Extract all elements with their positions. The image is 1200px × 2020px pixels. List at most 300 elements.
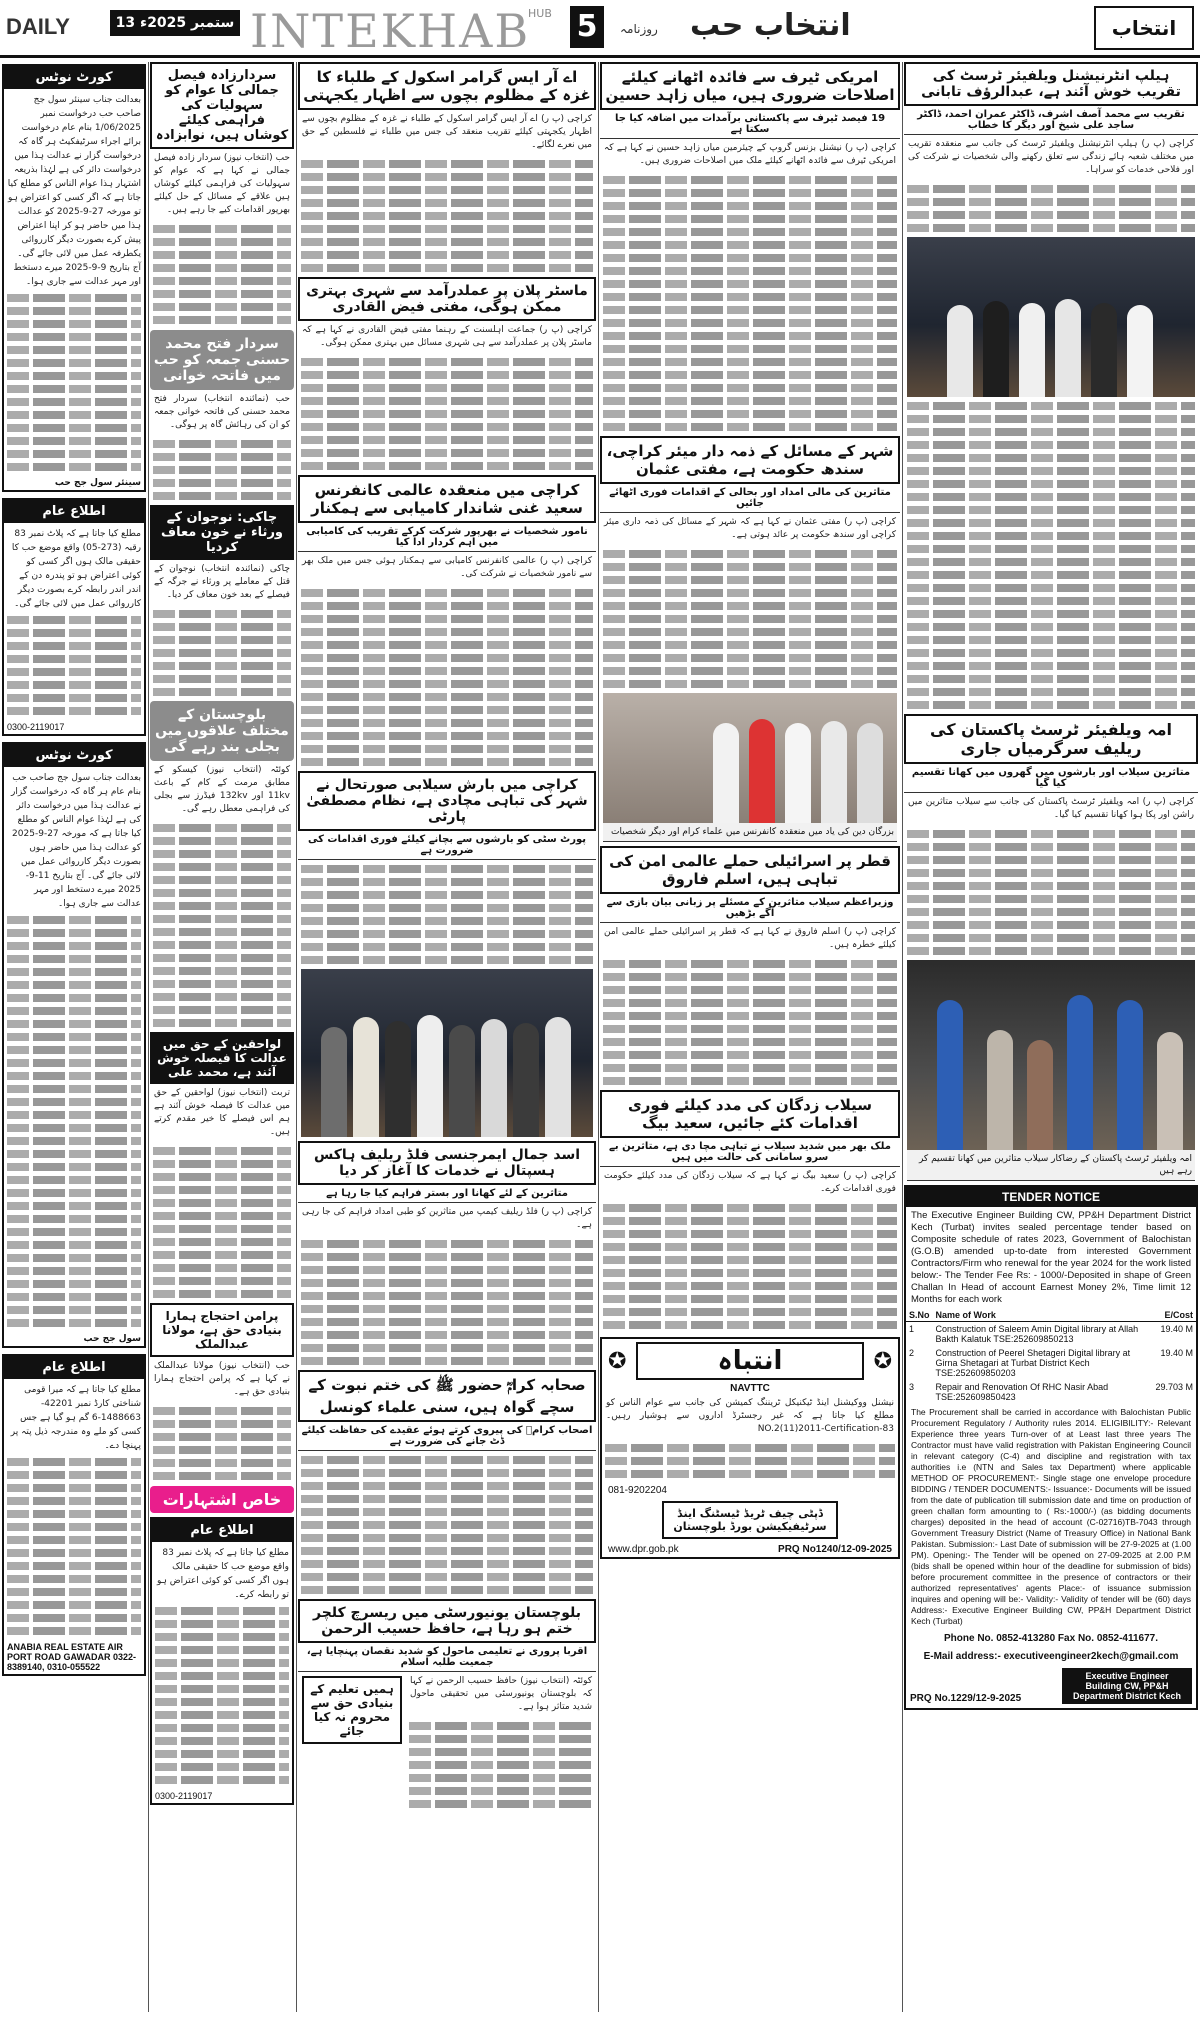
text-lines [301, 1253, 593, 1261]
text-lines [603, 293, 897, 301]
text-lines [301, 1508, 593, 1516]
text-lines [603, 550, 897, 558]
text-lines [301, 1318, 593, 1326]
text-lines [153, 915, 291, 923]
text-lines [153, 902, 291, 910]
headline: بلوچستان کے مختلف علاقوں میں بجلی بند رہے گی [150, 701, 294, 761]
text-lines [7, 1549, 141, 1557]
brand-prefix-urdu: روزنامہ [620, 22, 658, 36]
text-lines [603, 410, 897, 418]
text-lines [153, 967, 291, 975]
text-lines [301, 719, 593, 727]
text-lines [603, 254, 897, 262]
work-number: 3 [909, 1382, 915, 1392]
article-body: کوئٹہ (انتخاب نیوز) کیسکو کے مطابق مرمت کے کام کے باعث 11kv اور 132kv فیڈرز سے بجلی کی فراہمی معطل رہے گی۔ [154, 765, 290, 814]
text-lines [907, 480, 1195, 488]
headline: صحابہ کرامؓ حضور ﷺ کی ختم نبوت کے سچے گواہ ہیں، سنی علماء کونسل [298, 1370, 596, 1422]
text-lines [301, 930, 593, 938]
text-lines [603, 1025, 897, 1033]
text-lines [7, 294, 141, 302]
text-lines [155, 1698, 289, 1706]
text-lines [301, 917, 593, 925]
text-lines [409, 1774, 593, 1782]
text-lines [301, 410, 593, 418]
text-lines [7, 372, 141, 380]
headline: بلوچستان یونیورسٹی میں ریسرچ کلچر ختم ہو رہا ہے، حافظ حسیب الرحمن [298, 1599, 596, 1643]
notice-heading: اطلاع عام [4, 500, 144, 523]
text-lines [7, 437, 141, 445]
article-body: حب (نمائندہ انتخاب) سردار فتح محمد حسنی کی فاتحہ خوانی جمعہ کو ان کی رہائش گاہ پر ہوگی۔ [154, 394, 290, 430]
text-lines [603, 589, 897, 597]
work-name: Construction of Peerel Shetageri Digital library at Girna Shetagari at Turbat District Kech TSE:252609850203 [935, 1348, 1131, 1378]
article-body: کوئٹہ (انتخاب نیوز) حافظ حسیب الرحمن نے کہا کہ بلوچستان یونیورسٹی میں تحقیقی ماحول شدید متاثر ہوا ہے۔ [410, 1676, 592, 1712]
photo-caption: امہ ویلفیئر ٹرسٹ پاکستان کے رضاکار سیلاب متاثرین میں کھانا تقسیم کر رہے ہیں [907, 1150, 1195, 1181]
tender-table-header [906, 1309, 1196, 1322]
notice-text: بعدالت جناب سینئر سول جج صاحب حب درخواست نمبر 1/06/2025 بنام عام درخواست برائے اجراء سرٹیفکیٹ ہر گاہ کہ درخواست گزار نے عدالت ہذا میں درخواست دائر کی ہے لہٰذا بذریعہ اشتہار ہذا عوام الناس کو مطلع کیا جاتا ہے کہ اگر کسی کو اعتراض ہو تو مورخہ 27-9-2025 کو عدالت ہذا میں حاضر ہو کر اپنا اعتراض پیش کرے بصورت دیگر کارروائی یکطرفہ عمل میں لائی جائے گی۔ آج بتاریخ 9-9-2025 میرے دستخط اور مہر عدالت سے جاری ہوا۔ [7, 95, 141, 287]
text-lines [155, 1763, 289, 1771]
headline: پرامن احتجاج ہمارا بنیادی حق ہے، مولانا عبدالملک [150, 1303, 294, 1357]
text-lines [7, 1601, 141, 1609]
text-lines [907, 701, 1195, 709]
text-lines [301, 615, 593, 623]
text-lines [153, 1006, 291, 1014]
daily-label: DAILY [6, 14, 70, 39]
text-lines [605, 1444, 895, 1452]
text-lines [603, 628, 897, 636]
text-lines [7, 1536, 141, 1544]
notice-heading: کورٹ نوٹس [4, 744, 144, 767]
text-lines [301, 449, 593, 457]
text-lines [301, 1305, 593, 1313]
brand-name-english: INTEKHAB [250, 4, 531, 58]
child-figure [1157, 1032, 1183, 1150]
text-lines [7, 385, 141, 393]
tender-phone: Phone No. 0852-413280 Fax No. 0852-411677. [943, 1633, 1158, 1644]
text-lines [153, 1459, 291, 1467]
news-column-right-center [600, 62, 900, 2012]
text-lines [907, 415, 1195, 423]
text-lines [301, 1469, 593, 1477]
text-lines [153, 1472, 291, 1480]
text-lines [603, 345, 897, 353]
subheadline: اقربا پروری نے تعلیمی ماحول کو شدید نقصان پہنچایا ہے، جمعیت طلبہ اسلام [298, 1643, 596, 1672]
text-lines [153, 440, 291, 448]
text-lines [153, 251, 291, 259]
notices-column [2, 62, 146, 2012]
text-lines [7, 707, 141, 715]
ad-website[interactable]: www.dpr.gob.pk [608, 1544, 679, 1555]
text-lines [7, 1241, 141, 1249]
text-lines [7, 629, 141, 637]
subheadline: متاثرین کی مالی امداد اور بحالی کے اقدامات فوری اٹھائے جائیں [600, 484, 900, 513]
text-lines [7, 1627, 141, 1635]
text-lines [603, 986, 897, 994]
text-lines [7, 398, 141, 406]
brand-name-urdu: انتخاب حب [690, 8, 851, 43]
text-lines [603, 189, 897, 197]
work-cost: 19.40 M [1160, 1324, 1193, 1334]
person-figure [449, 1025, 475, 1137]
text-lines [907, 895, 1195, 903]
notice-signature: سینئر سول جج حب [54, 478, 141, 488]
text-lines [153, 928, 291, 936]
text-lines [153, 1264, 291, 1272]
article-body: کراچی (پ ر) ہیلپ انٹرنیشنل ویلفیئر ٹرسٹ کی جانب سے منعقدہ تقریب میں مختلف شعبہ ہائے زندگی سے تعلق رکھنے والی شخصیات نے شرکت کی اور فلاحی خدمات کو سراہا۔ [908, 139, 1194, 175]
headline: امہ ویلفیئر ٹرسٹ پاکستان کی ریلیف سرگرمیاں جاری [904, 714, 1198, 764]
text-lines [605, 1457, 895, 1465]
text-lines [155, 1672, 289, 1680]
text-lines [603, 999, 897, 1007]
text-lines [155, 1776, 289, 1784]
tender-intro: The Executive Engineer Building CW, PP&H Department District Kech (Turbat) invites sealed percentage tender based on Composite schedule of rates 2023, Government of Balochistan (G.O.B) amended up-to-date from interested Government Contractors/Firm who renewal for the year 2024 for the work listed below:- The Tender Fee Rs: - 1000/-Deposited in shape of Green Challan In Head of account Earnest Money 2%, Time limit 12 Months for each work [911, 1210, 1191, 1305]
notice-heading: اطلاع عام [152, 1519, 292, 1542]
text-lines [7, 1267, 141, 1275]
text-lines [7, 968, 141, 976]
text-lines [153, 1446, 291, 1454]
text-lines [153, 623, 291, 631]
text-lines [153, 980, 291, 988]
text-lines [153, 1433, 291, 1441]
emblem-icon: ✪ [608, 1348, 627, 1374]
article-body: کراچی (پ ر) جماعت اہلسنت کے رہنما مفتی فیض القادری نے کہا ہے کہ ماسٹر پلان پر عملدرآمد سے ہی شہری مسائل میں بہتری ممکن ہوگی۔ [302, 325, 592, 348]
text-lines [153, 225, 291, 233]
text-lines [603, 680, 897, 688]
text-lines [907, 623, 1195, 631]
notice-contact: 0300-2119017 [155, 1791, 213, 1801]
text-lines [603, 641, 897, 649]
text-lines [603, 384, 897, 392]
tender-title: TENDER NOTICE [906, 1187, 1196, 1207]
text-lines [153, 675, 291, 683]
notice-text: مطلع کیا جاتا ہے کہ پلاٹ نمبر 83 رقبہ (273-05) واقع موضع حب کا حقیقی مالک ہوں اگر کسی کو کوئی اعتراض ہو تو پندرہ دن کے اندر اندر رابطہ کرے بصورت دیگر کارروائی عمل میں لائی جائے گی۔ [11, 529, 141, 609]
text-lines [907, 584, 1195, 592]
text-lines [907, 597, 1195, 605]
text-lines [603, 267, 897, 275]
person-figure [1055, 299, 1081, 397]
text-lines [301, 943, 593, 951]
news-column-center [298, 62, 596, 2012]
text-lines [301, 436, 593, 444]
tender-email[interactable]: E-Mail address:- executiveengineer2kech@gmail.com [923, 1651, 1179, 1662]
ad-prq-number: PRQ No1240/12-09-2025 [778, 1544, 892, 1555]
person-figure [481, 1019, 507, 1137]
tender-notice [904, 1185, 1198, 1710]
text-lines [301, 397, 593, 405]
work-number: 2 [909, 1348, 915, 1358]
text-lines [301, 641, 593, 649]
brand-hub: HUB [528, 7, 552, 20]
work-cost: 29.703 M [1155, 1382, 1193, 1392]
text-lines [907, 882, 1195, 890]
text-lines [603, 563, 897, 571]
work-name: Repair and Renovation Of RHC Nasir Abad TSE:252609850423 [935, 1382, 1109, 1402]
text-lines [907, 921, 1195, 929]
photo-caption: بزرگان دین کی یاد میں منعقدہ کانفرنس میں علماء کرام اور دیگر شخصیات [603, 823, 897, 842]
text-lines [603, 1243, 897, 1251]
text-lines [7, 463, 141, 471]
text-lines [301, 1534, 593, 1542]
article-body: چاکی (نمائندہ انتخاب) نوجوان کے قتل کے معاملے پر ورثاء نے جرگہ کے فیصلے کے بعد خون معاف کر دیا۔ [154, 564, 290, 600]
text-lines [7, 1072, 141, 1080]
text-lines [7, 1124, 141, 1132]
subheadline: متاثرین کے لئے کھانا اور بستر فراہم کیا جا رہا ہے [298, 1185, 596, 1203]
text-lines [907, 532, 1195, 540]
pull-quote-box: ہمیں تعلیم کے بنیادی حق سے محروم نہ کیا جائے [302, 1676, 402, 1744]
conference-photo [603, 693, 897, 823]
text-lines [7, 694, 141, 702]
text-lines [907, 558, 1195, 566]
person-figure [417, 1015, 443, 1137]
text-lines [153, 850, 291, 858]
person-figure [857, 723, 883, 823]
text-lines [301, 1279, 593, 1287]
text-lines [301, 1586, 593, 1594]
text-lines [7, 1588, 141, 1596]
text-lines [153, 1251, 291, 1259]
person-figure [1091, 303, 1117, 397]
table-row [906, 1380, 1196, 1404]
text-lines [7, 668, 141, 676]
text-lines [7, 1228, 141, 1236]
text-lines [153, 277, 291, 285]
text-lines [409, 1748, 593, 1756]
person-figure [947, 305, 973, 397]
notice-signature: سول جج حب [83, 1334, 141, 1344]
text-lines [153, 688, 291, 696]
text-lines [603, 358, 897, 366]
tender-signature: Executive Engineer Building CW, PP&H Department District Kech [1062, 1668, 1192, 1704]
column-header: E/Cost [1152, 1309, 1196, 1322]
column-divider [148, 62, 149, 2012]
column-divider [296, 62, 297, 2012]
text-lines [907, 636, 1195, 644]
text-lines [7, 942, 141, 950]
text-lines [155, 1711, 289, 1719]
text-lines [7, 1163, 141, 1171]
text-lines [907, 908, 1195, 916]
article-body: کراچی (پ ر) مفتی عثمان نے کہا ہے کہ شہر کے مسائل کی ذمہ داری میئر کراچی اور سندھ حکومت پر عائد ہوتی ہے۔ [604, 517, 896, 540]
text-lines [907, 441, 1195, 449]
subheadline: تقریب سے محمد آصف اشرف، ڈاکٹر عمران احمد، ڈاکٹر ساجد علی شیخ اور دیگر کا خطاب [904, 106, 1198, 135]
text-lines [907, 198, 1195, 206]
text-lines [907, 402, 1195, 410]
text-lines [153, 993, 291, 1001]
volunteer-figure [1117, 1000, 1143, 1150]
text-lines [7, 655, 141, 663]
work-cost: 19.40 M [1160, 1348, 1193, 1358]
text-lines [907, 869, 1195, 877]
text-lines [153, 453, 291, 461]
text-lines [603, 215, 897, 223]
notice-contact: ANABIA REAL ESTATE AIR PORT ROAD GAWADAR 0322-8389140, 0310-055522 [7, 1642, 137, 1672]
text-lines [301, 225, 593, 233]
article-body: کراچی (پ ر) امہ ویلفیئر ٹرسٹ پاکستان کی جانب سے سیلاب متاثرین میں راشن اور پکا ہوا کھانا تقسیم کیا گیا۔ [908, 797, 1194, 820]
event-photo [907, 237, 1195, 397]
text-lines [603, 1217, 897, 1225]
column-divider [902, 62, 903, 2012]
text-lines [605, 1470, 895, 1478]
court-notice [2, 742, 146, 1348]
text-lines [301, 758, 593, 766]
headline: سیلاب زدگان کی مدد کیلئے فوری اقدامات کئے جائیں، سعید بیگ [600, 1090, 900, 1138]
text-lines [301, 865, 593, 873]
text-lines [301, 732, 593, 740]
text-lines [7, 1510, 141, 1518]
text-lines [153, 264, 291, 272]
headline: سردار فتح محمد حسنی جمعہ کو حب میں فاتحہ خوانی [150, 330, 294, 390]
text-lines [603, 176, 897, 184]
text-lines [603, 1204, 897, 1212]
text-lines [7, 1020, 141, 1028]
subheadline: 19 فیصد ٹیرف سے پاکستانی برآمدات میں اضافہ کیا جا سکتا ہے [600, 110, 900, 139]
public-notice [150, 1517, 294, 1805]
subheadline: پورٹ سٹی کو بارشوں سے بچانے کیلئے فوری اقدامات کی ضرورت ہے [298, 831, 596, 860]
text-lines [409, 1722, 593, 1730]
text-lines [603, 397, 897, 405]
text-lines [7, 681, 141, 689]
notice-text: مطلع کیا جاتا ہے کہ میرا قومی شناختی کارڈ نمبر 42201-1488663-6 گم ہو گیا ہے جس کسی کو ملے وہ مندرجہ ذیل پتہ پر پہنچا دے۔ [10, 1385, 141, 1451]
text-lines [907, 947, 1195, 955]
text-lines [301, 628, 593, 636]
article-body: کراچی (پ ر) اسلم فاروق نے کہا ہے کہ قطر پر اسرائیلی حملے عالمی امن کیلئے خطرہ ہیں۔ [604, 927, 896, 950]
headline: لواحقین کے حق میں عدالت کا فیصلہ خوش آئند ہے، محمد علی [150, 1032, 294, 1084]
text-lines [907, 545, 1195, 553]
text-lines [603, 1051, 897, 1059]
text-lines [907, 519, 1195, 527]
text-lines [603, 423, 897, 431]
child-figure [987, 1030, 1013, 1150]
text-lines [301, 1266, 593, 1274]
text-lines [603, 602, 897, 610]
text-lines [603, 280, 897, 288]
text-lines [153, 1225, 291, 1233]
text-lines [153, 954, 291, 962]
headline: شہر کے مسائل کے ذمہ دار میئر کراچی، سندھ حکومت ہے، مفتی عثمان [600, 436, 900, 484]
text-lines [7, 1575, 141, 1583]
article-body: کراچی (پ ر) فلڈ ریلیف کیمپ میں متاثرین کو طبی امداد فراہم کی جا رہی ہے۔ [302, 1207, 592, 1230]
work-number: 1 [909, 1324, 915, 1334]
text-lines [153, 1238, 291, 1246]
text-lines [7, 359, 141, 367]
text-lines [7, 1306, 141, 1314]
ad-text: نیشنل ووکیشنل اینڈ ٹیکنیکل ٹریننگ کمیشن کی جانب سے عوام الناس کو مطلع کیا جاتا ہے کہ غیر رجسٹرڈ اداروں سے ہوشیار رہیں۔ NO.2(11)2011-Certification-83 [606, 1398, 894, 1434]
volunteer-figure [937, 1000, 963, 1150]
text-lines [153, 316, 291, 324]
text-lines [603, 1269, 897, 1277]
text-lines [7, 1215, 141, 1223]
text-lines [153, 290, 291, 298]
ad-header [602, 1339, 898, 1383]
text-lines [409, 1800, 593, 1808]
text-lines [907, 467, 1195, 475]
text-lines [7, 616, 141, 624]
article-text [406, 1672, 596, 1813]
text-lines [409, 1787, 593, 1795]
text-lines [153, 1199, 291, 1207]
masthead [0, 0, 1200, 58]
text-lines [301, 1547, 593, 1555]
text-lines [155, 1646, 289, 1654]
text-lines [603, 332, 897, 340]
text-lines [7, 411, 141, 419]
text-lines [409, 1761, 593, 1769]
text-lines [155, 1737, 289, 1745]
emblem-icon: ✪ [873, 1348, 892, 1374]
person-figure [353, 1017, 379, 1137]
text-lines [7, 1458, 141, 1466]
text-lines [7, 955, 141, 963]
text-lines [153, 662, 291, 670]
text-lines [155, 1659, 289, 1667]
text-lines [155, 1633, 289, 1641]
subheadline: نامور شخصیات نے بھرپور شرکت کرکے تقریب کی کامیابی میں اہم کردار ادا کیا [298, 523, 596, 552]
text-lines [153, 863, 291, 871]
notice-contact: 0300-2119017 [7, 722, 65, 732]
text-lines [603, 1321, 897, 1329]
text-lines [7, 1033, 141, 1041]
text-lines [603, 1256, 897, 1264]
text-lines [7, 642, 141, 650]
notice-text: مطلع کیا جاتا ہے کہ پلاٹ نمبر 83 واقع موضع حب کا حقیقی مالک ہوں اگر کسی کو کوئی اعتراض ہو تو رابطہ کرے۔ [157, 1548, 289, 1600]
text-lines [603, 306, 897, 314]
text-lines [603, 1064, 897, 1072]
text-lines [7, 1471, 141, 1479]
text-lines [603, 202, 897, 210]
text-lines [7, 1059, 141, 1067]
headline: چاکی: نوجوان کے ورثاء نے خون معاف کردیا [150, 505, 294, 560]
subheadline: ملک بھر میں شدید سیلاب نے تباہی مچا دی ہے، متاثرین بے سرو سامانی کی حالت میں ہیں [600, 1138, 900, 1167]
article-body: کراچی (پ ر) سعید بیگ نے کہا ہے کہ سیلاب زدگان کی مدد کیلئے حکومت فوری اقدامات کرے۔ [604, 1171, 896, 1194]
text-lines [301, 173, 593, 181]
notice-text: بعدالت جناب سول جج صاحب حب بنام عام ہر گاہ کہ درخواست گزار نے عدالت ہذا میں درخواست دائر کی ہے لہٰذا عوام الناس کو مطلع کیا جاتا ہے کہ مورخہ 27-9-2025 کو عدالت ہذا میں حاضر ہوں بصورت دیگر کارروائی عمل میں لائی جائے گی۔ آج بتاریخ 11-9-2025 میرے دستخط اور مہر عدالت سے جاری ہوا۔ [10, 773, 141, 909]
text-lines [7, 307, 141, 315]
text-lines [155, 1620, 289, 1628]
text-lines [301, 1560, 593, 1568]
relief-photo [907, 960, 1195, 1150]
text-lines [301, 1573, 593, 1581]
text-lines [301, 160, 593, 168]
text-lines [153, 1147, 291, 1155]
text-lines [7, 1254, 141, 1262]
text-lines [301, 1456, 593, 1464]
ad-sponsor: ڈپٹی چیف ٹریڈ ٹیسٹنگ اینڈ سرٹیفیکیشن بورڈ بلوچستان [662, 1501, 838, 1539]
tender-prq-number: PRQ No.1229/12-9-2025 [910, 1693, 1022, 1704]
text-lines [155, 1750, 289, 1758]
text-lines [153, 479, 291, 487]
public-notice [2, 498, 146, 736]
article-with-box [298, 1672, 596, 1813]
text-lines [301, 462, 593, 470]
text-lines [907, 610, 1195, 618]
text-lines [301, 358, 593, 366]
text-lines [301, 423, 593, 431]
text-lines [301, 238, 593, 246]
person-figure [321, 1027, 347, 1137]
child-figure [1027, 1040, 1053, 1150]
text-lines [907, 675, 1195, 683]
headline: سردارزادہ فیصل جمالی کا عوام کو سہولیات کی فراہمی کیلئے کوشاں ہیں، نوابزادہ [150, 62, 294, 149]
tender-body: The Procurement shall be carried in accordance with Balochistan Public Procurement Regulatory / Authority rules 2014. ELIGIBILITY:- Relevant Experience three years Turn-over of at Least last three years The Contractor must have valid registration with Pakistan Engineering Council in relevant category (C-4) and discipline and registration with tax authorities i.e (NTN and Sales tax Department) where applicable METHOD OF PROCUREMENT:- Single stage one envelope procedure BIDDING / TENDER DOCUMENTS:- Issuance:- Documents will be issued from the date of publication till submission date and time on production of green challan form amounting to ( Rs:-1000/-) (as bidding documents charges) deposited in the head of account (C-02716)TB-7043 through Government Treasury District (Name of Treasury Office) in National Bank Pakistan. Submission:- Last Date of submission will be 27-9-2025 at (1.00 PM). Opening:- The Tender will be opened on 27-09-2025 at 2.00 P.M (bids shall be opened within hour of the deadline for submission of bids) before procurement committee in the presence of contractors or their authorized representatives' agents Place:- of issuance submission inquires and opening will be:- Validity:- Validity of tender will be (60) days Address:- Executive Engineer Building CW, PP&H Department District Kech (Turbat) [911, 1407, 1191, 1626]
text-lines [153, 1186, 291, 1194]
headline: امریکی ٹیرف سے فائدہ اٹھانے کیلئے اصلاحات ضروری ہیں، میاں زاہد حسین [600, 62, 900, 110]
text-lines [301, 1482, 593, 1490]
text-lines [907, 224, 1195, 232]
text-lines [153, 1173, 291, 1181]
text-lines [7, 1085, 141, 1093]
text-lines [7, 320, 141, 328]
text-lines [603, 319, 897, 327]
text-lines [155, 1724, 289, 1732]
